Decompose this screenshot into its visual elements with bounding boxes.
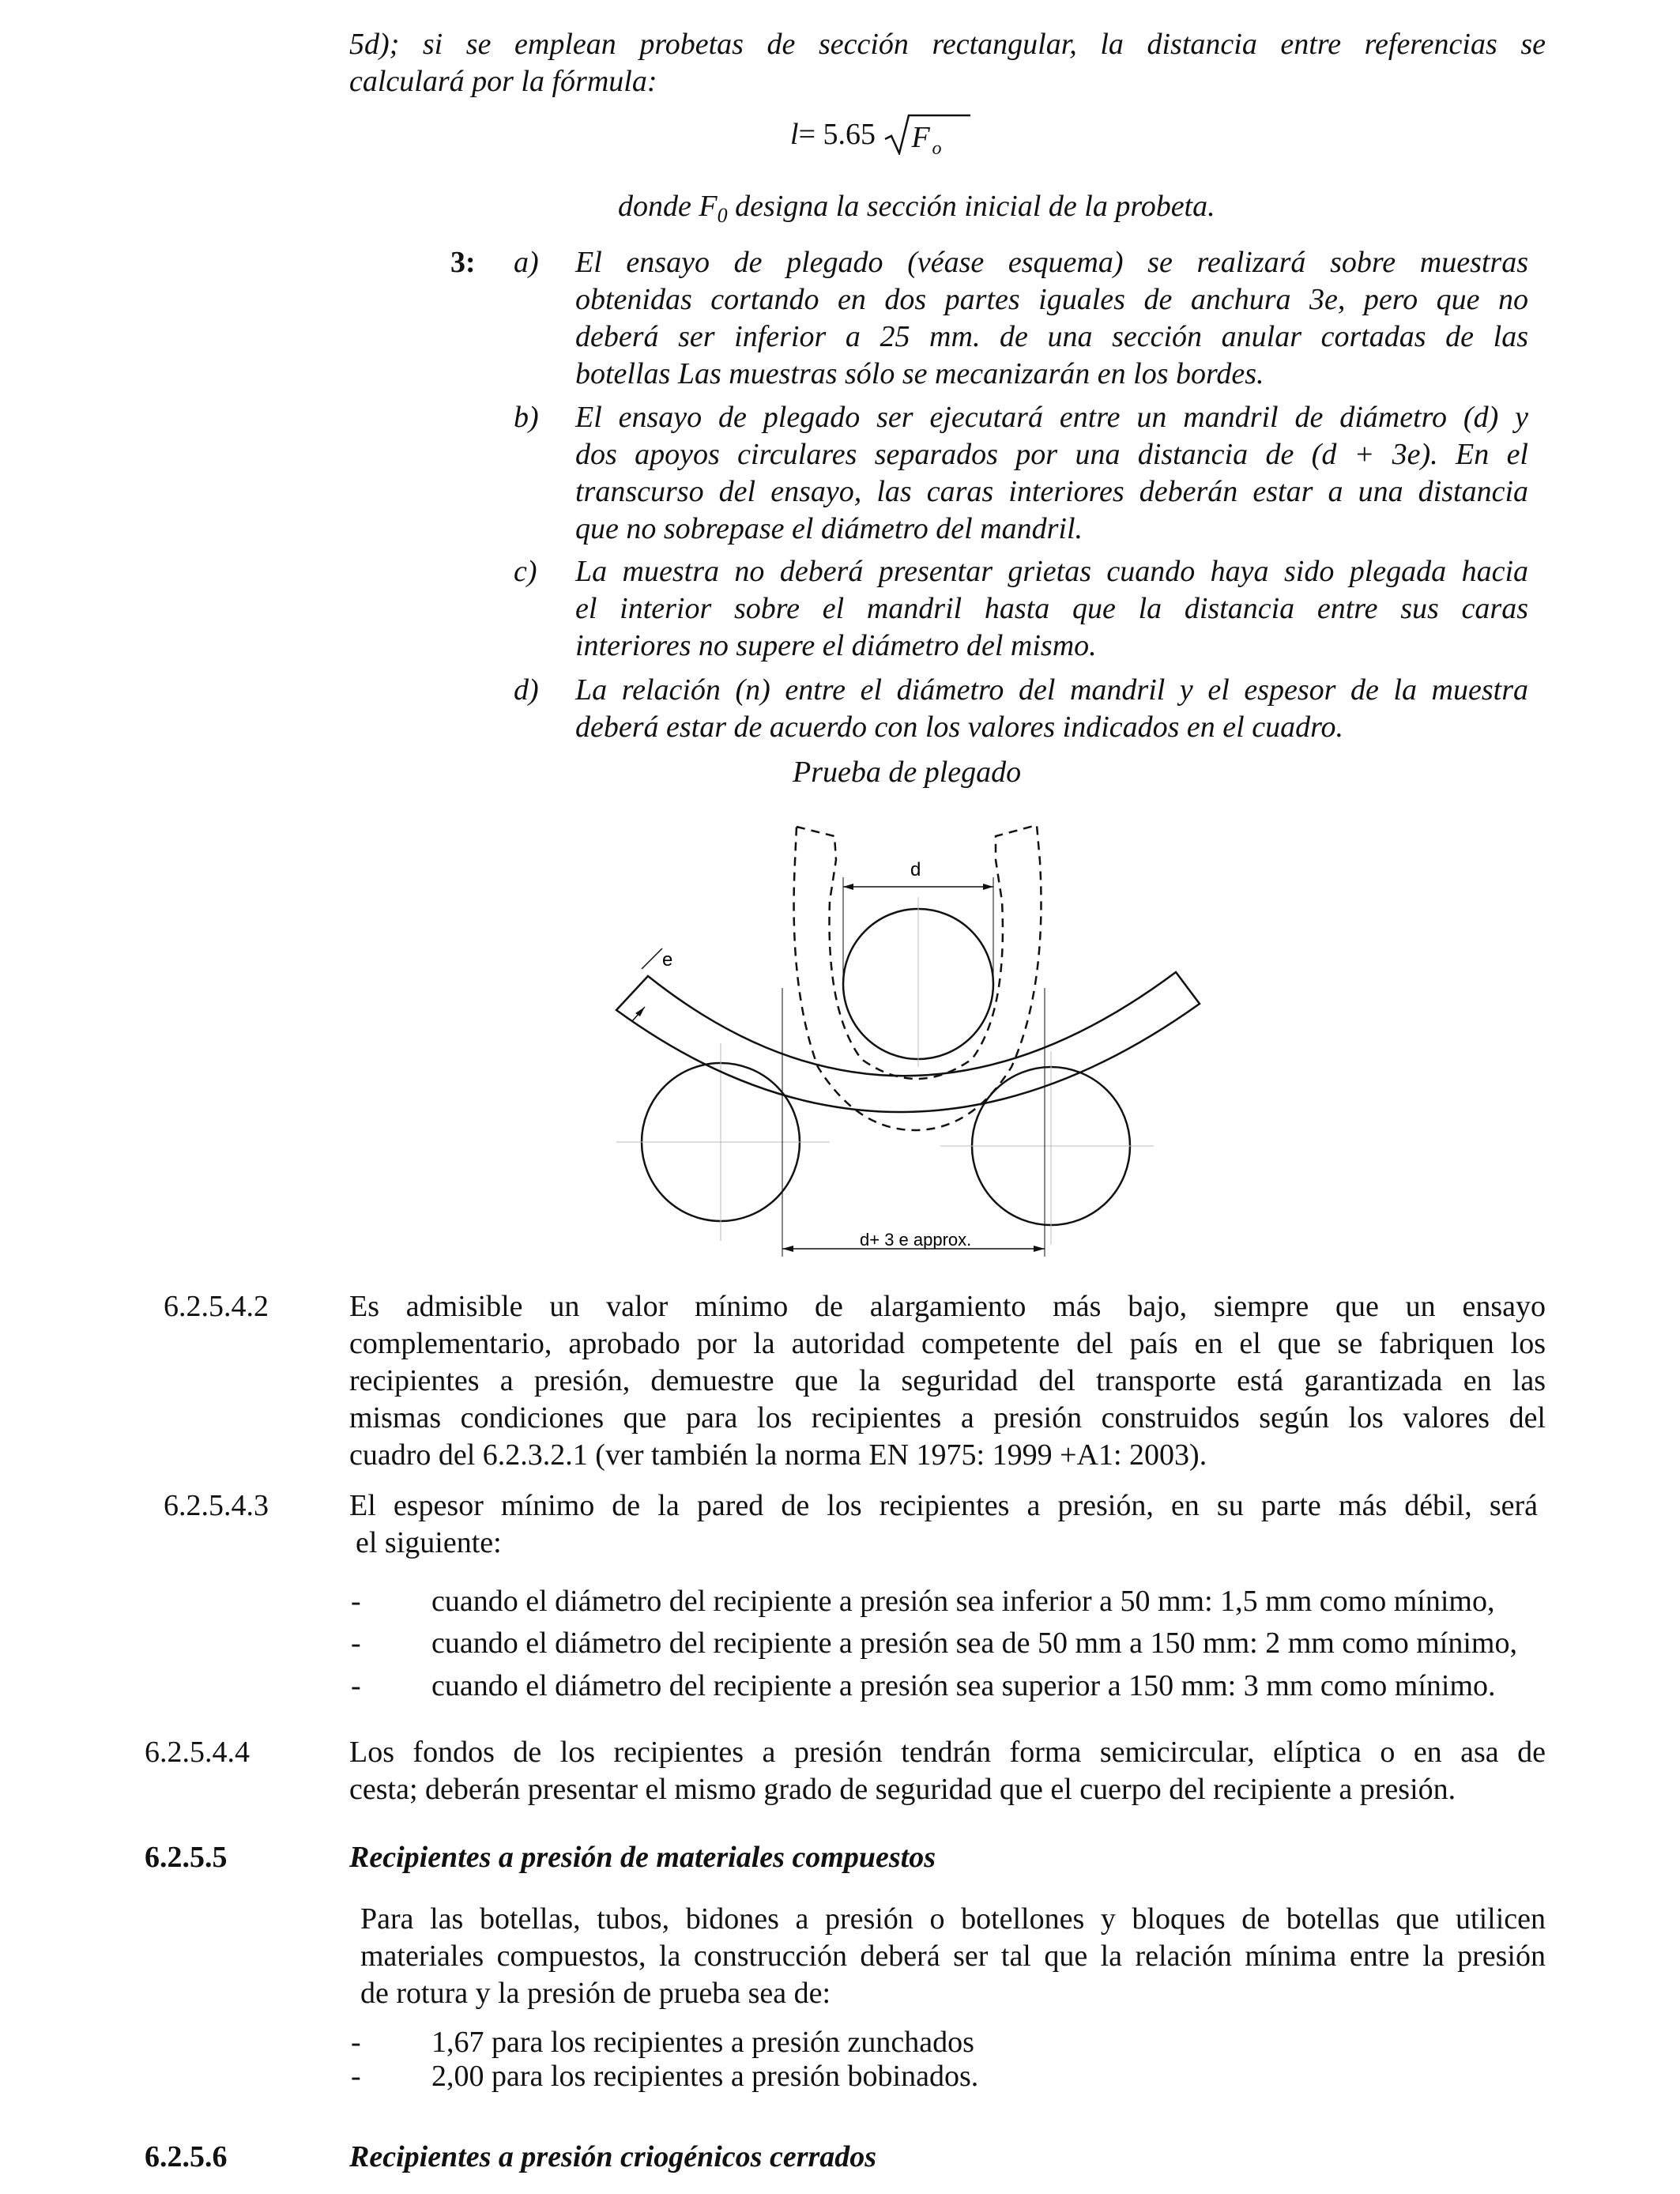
item3-b-letter: b) bbox=[514, 401, 539, 434]
paragraph-line: complementario, aprobado por la autoridad competente del país en el que se fabriquen los bbox=[349, 1327, 1546, 1360]
bullet-dash: - bbox=[351, 2060, 361, 2093]
item3-c-line: La muestra no deberá presentar grietas cuando haya sido plegada hacia bbox=[575, 555, 1528, 588]
formula-lhs: l bbox=[790, 118, 799, 151]
item3-a-line: El ensayo de plegado (véase esquema) se realizará sobre muestras bbox=[575, 246, 1528, 279]
span-arrow-right-icon bbox=[1034, 1246, 1045, 1252]
d-arrow-left-icon bbox=[843, 884, 853, 890]
section-heading-6-2-5-6: Recipientes a presión criogénicos cerrados bbox=[349, 2140, 877, 2173]
section-6-2-5-4-3-text bbox=[349, 1487, 1538, 1562]
paragraph-line: recipientes a presión, demuestre que la seguridad del transporte está garantizada en las bbox=[349, 1364, 1546, 1397]
item3-b-line: transcurso del ensayo, las caras interiores deberán estar a una distancia bbox=[575, 475, 1528, 508]
bullet-text: cuando el diámetro del recipiente a presión sea de 50 mm a 150 mm: 2 mm como mínimo, bbox=[431, 1627, 1517, 1660]
d-arrow-right-icon bbox=[983, 884, 993, 890]
item3-d-line: La relación (n) entre el diámetro del mandril y el espesor de la muestra bbox=[575, 673, 1528, 707]
bullet-dash: - bbox=[351, 2026, 361, 2059]
donde-sub: 0 bbox=[717, 204, 728, 227]
paragraph-line: Los fondos de los recipientes a presión tendrán forma semicircular, elíptica o en asa de bbox=[349, 1736, 1546, 1769]
item3-a-line: botellas Las muestras sólo se mecanizarán en los bordes. bbox=[575, 357, 1264, 390]
item3-c-letter: c) bbox=[514, 555, 537, 588]
paragraph-line: cesta; deberán presentar el mismo grado de seguridad que el cuerpo del recipiente a presión. bbox=[349, 1773, 1456, 1806]
label-span: d+ 3 e approx. bbox=[860, 1230, 972, 1250]
paragraph-line: mismas condiciones que para los recipientes a presión construidos según los valores del bbox=[349, 1401, 1546, 1434]
span-arrow-left-icon bbox=[782, 1246, 793, 1252]
item3-a-line: obtenidas cortando en dos partes iguales de anchura 3e, pero que no bbox=[575, 283, 1528, 316]
bullet-text: cuando el diámetro del recipiente a presión sea inferior a 50 mm: 1,5 mm como mínimo, bbox=[431, 1585, 1495, 1618]
formula-var: F bbox=[911, 121, 930, 154]
donde-post: designa la sección inicial de la probeta. bbox=[727, 190, 1215, 223]
formula-sub: o bbox=[932, 138, 942, 159]
item3-b-line: El ensayo de plegado ser ejecutará entre un mandril de diámetro (d) y bbox=[575, 401, 1528, 434]
paragraph-line: el siguiente: bbox=[356, 1526, 502, 1559]
section-6-2-5-4-4-text bbox=[349, 1734, 1546, 1808]
figure-title: Prueba de plegado bbox=[793, 756, 1022, 789]
section-number-6-2-5-4-3: 6.2.5.4.3 bbox=[164, 1489, 269, 1522]
item3-b-text bbox=[575, 399, 1528, 548]
intro-line-2: calculará por la fórmula: bbox=[349, 65, 657, 98]
section-number-6-2-5-6: 6.2.5.6 bbox=[145, 2140, 228, 2173]
item3-number: 3: bbox=[450, 246, 476, 279]
bullet-text: 1,67 para los recipientes a presión zunchados bbox=[431, 2026, 974, 2059]
item3-c-line: interiores no supere el diámetro del mismo. bbox=[575, 629, 1097, 662]
paragraph-line: cuadro del 6.2.3.2.1 (ver también la norma EN 1975: 1999 +A1: 2003). bbox=[349, 1438, 1207, 1472]
item3-b-line: que no sobrepase el diámetro del mandril. bbox=[575, 512, 1083, 545]
formula-explanation bbox=[618, 188, 1215, 234]
item3-a-text bbox=[575, 244, 1528, 393]
item3-d-text bbox=[575, 672, 1528, 746]
item3-d-line: deberá estar de acuerdo con los valores indicados en el cuadro. bbox=[575, 711, 1343, 744]
formula-eq: = 5.65 bbox=[798, 118, 876, 151]
bullet-text: 2,00 para los recipientes a presión bobinados. bbox=[431, 2060, 979, 2093]
bend-test-diagram bbox=[601, 814, 1233, 1265]
formula bbox=[790, 115, 972, 159]
bullet-text: cuando el diámetro del recipiente a presión sea superior a 150 mm: 3 mm como mínimo. bbox=[431, 1669, 1496, 1702]
label-d: d bbox=[910, 859, 921, 880]
sqrt-symbol bbox=[883, 117, 972, 159]
section-heading-6-2-5-5: Recipientes a presión de materiales compuestos bbox=[349, 1841, 936, 1874]
item3-c-text bbox=[575, 553, 1528, 665]
item3-c-line: el interior sobre el mandril hasta que la distancia entre sus caras bbox=[575, 592, 1528, 625]
section-number-6-2-5-5: 6.2.5.5 bbox=[145, 1841, 228, 1874]
label-e: e bbox=[662, 949, 673, 971]
paragraph-line: El espesor mínimo de la pared de los recipientes a presión, en su parte más débil, será bbox=[349, 1489, 1538, 1522]
specimen-strip bbox=[616, 972, 1200, 1112]
item3-a-line: deberá ser inferior a 25 mm. de una sección anular cortadas de las bbox=[575, 320, 1528, 353]
intro-paragraph bbox=[349, 26, 1546, 100]
item3-a-letter: a) bbox=[514, 246, 539, 279]
section-number-6-2-5-4-2: 6.2.5.4.2 bbox=[164, 1290, 269, 1323]
bullet-dash: - bbox=[351, 1627, 361, 1660]
section-6-2-5-5-text bbox=[360, 1901, 1546, 2012]
intro-line-1: 5d); si se emplean probetas de sección rectangular, la distancia entre referencias se bbox=[349, 28, 1546, 61]
item3-b-line: dos apoyos circulares separados por una distancia de (d + 3e). En el bbox=[575, 438, 1528, 471]
paragraph-line: Para las botellas, tubos, bidones a presión o botellones y bloques de botellas que utilicen bbox=[360, 1902, 1546, 1936]
bullet-dash: - bbox=[351, 1585, 361, 1618]
e-arrow-icon bbox=[635, 1007, 645, 1016]
bullet-dash: - bbox=[351, 1669, 361, 1702]
section-number-6-2-5-4-4: 6.2.5.4.4 bbox=[145, 1736, 250, 1769]
donde-pre: donde F bbox=[618, 190, 718, 223]
item3-d-letter: d) bbox=[514, 673, 539, 707]
section-6-2-5-4-2-text bbox=[349, 1288, 1546, 1474]
paragraph-line: de rotura y la presión de prueba sea de: bbox=[360, 1977, 831, 2010]
paragraph-line: materiales compuestos, la construcción deberá ser tal que la relación mínima entre la presión bbox=[360, 1940, 1546, 1973]
e-dimension-line bbox=[642, 948, 662, 969]
paragraph-line: Es admisible un valor mínimo de alargamiento más bajo, siempre que un ensayo bbox=[349, 1290, 1546, 1323]
